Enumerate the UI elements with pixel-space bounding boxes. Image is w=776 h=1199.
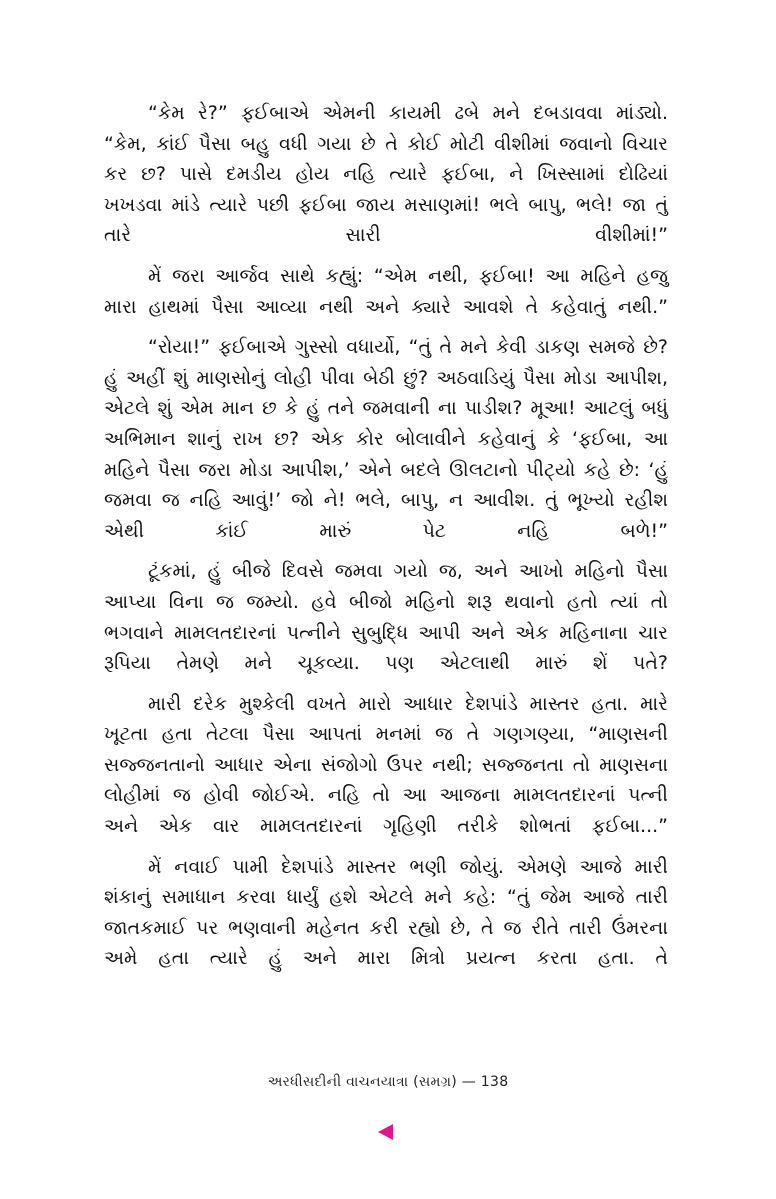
page-footer: અરધીસદીની વાચનયાત્રા (સમગ્ર) — 138 [267,1074,509,1090]
paragraph-1: “કેમ રે?” ફઈબાએ એમની કાયમી ઢબે મને દબડાવવા માંડ્યો. “કેમ, કાંઈ પૈસા બહુ વધી ગયા છે તે કોઈ મોટી વીશીમાં જવાનો વિચાર કર છ? પાસે દમડીય હોય નહિ ત્યારે ફઈબા, ને ખિસ્સામાં દોઢિયાં ખખડવા માંડે ત્યારે પછી ફઈબા જાય મસાણમાં! ભલે બાપુ, ભલે! જા તું તારે સારી વીશીમાં!” [104,102,668,247]
paragraph-4: ટૂંકમાં, હું બીજે દિવસે જમવા ગયો જ, અને આખો મહિનો પૈસા આપ્યા વિના જ જમ્યો. હવે બીજો મહિનો શરૂ થવાનો હતો ત્યાં તો ભગવાને મામલતદારનાં પત્નીને સુબુદ્ધિ આપી અને એક મહિનાના ચાર રૂપિયા તેમણે મને ચૂકવ્યા. પણ એટલાથી મારું શેં પતે? [104,560,668,675]
previous-page-icon[interactable] [378,1124,393,1140]
paragraph-3: “રોયા!” ફઈબાએ ગુસ્સો વધાર્યો, “તું તે મને કેવી ડાકણ સમજે છે? હું અહીં શું માણસોનું લોહી પીવા બેઠી છું? અઠવાડિયું પૈસા મોડા આપીશ, એટલે શું એમ માન છ કે હું તને જમવાની ના પાડીશ? મૂઆ! આટલું બધું અભિમાન શાનું રાખ છ? એક કોર બોલાવીને કહેવાનું કે ‘ફઈબા, આ મહિને પૈસા જરા મોડા આપીશ,’ એને બદલે ઊલટાનો પીટ્યો કહે છે: ‘હું જમવા જ નહિ આવું!’ જો ને! ભલે, બાપુ, ન આવીશ. તું ભૂખ્યો રહીશ એથી કાંઈ મારું પેટ નહિ બળે!” [104,336,668,542]
paragraph-2: મેં જરા આર્જવ સાથે કહ્યું: “એમ નથી, ફઈબા! આ મહિને હજુ મારા હાથમાં પૈસા આવ્યા નથી અને ક્યારે આવશે તે કહેવાતું નથી.” [104,264,668,318]
body-text [104,98,668,984]
paragraph-5: મારી દરેક મુશ્કેલી વખતે મારો આધાર દેશપાંડે માસ્તર હતા. મારે ખૂટતા હતા તેટલા પૈસા આપતાં મનમાં જ તે ગણગણ્યા, “માણસની સજ્જનતાનો આધાર એના સંજોગો ઉપર નથી; સજ્જનતા તો માણસના લોહીમાં જ હોવી જોઈએ. નહિ તો આ આજના મામલતદારનાં પત્ની અને એક વાર મામલતદારનાં ગૃહિણી તરીકે શોભતાં ફઈબા...” [104,692,668,838]
paragraph-6: મેં નવાઈ પામી દેશપાંડે માસ્તર ભણી જોયું. એમણે આજે મારી શંકાનું સમાધાન કરવા ધાર્યું હશે એટલે મને કહે: “તું જેમ આજે તારી જાતકમાઈ પર ભણવાની મહેનત કરી રહ્યો છે, તે જ રીતે તારી ઉંમરના અમે હતા ત્યારે હું અને મારા મિત્રો પ્રયત્ન કરતા હતા. તે [104,855,668,970]
